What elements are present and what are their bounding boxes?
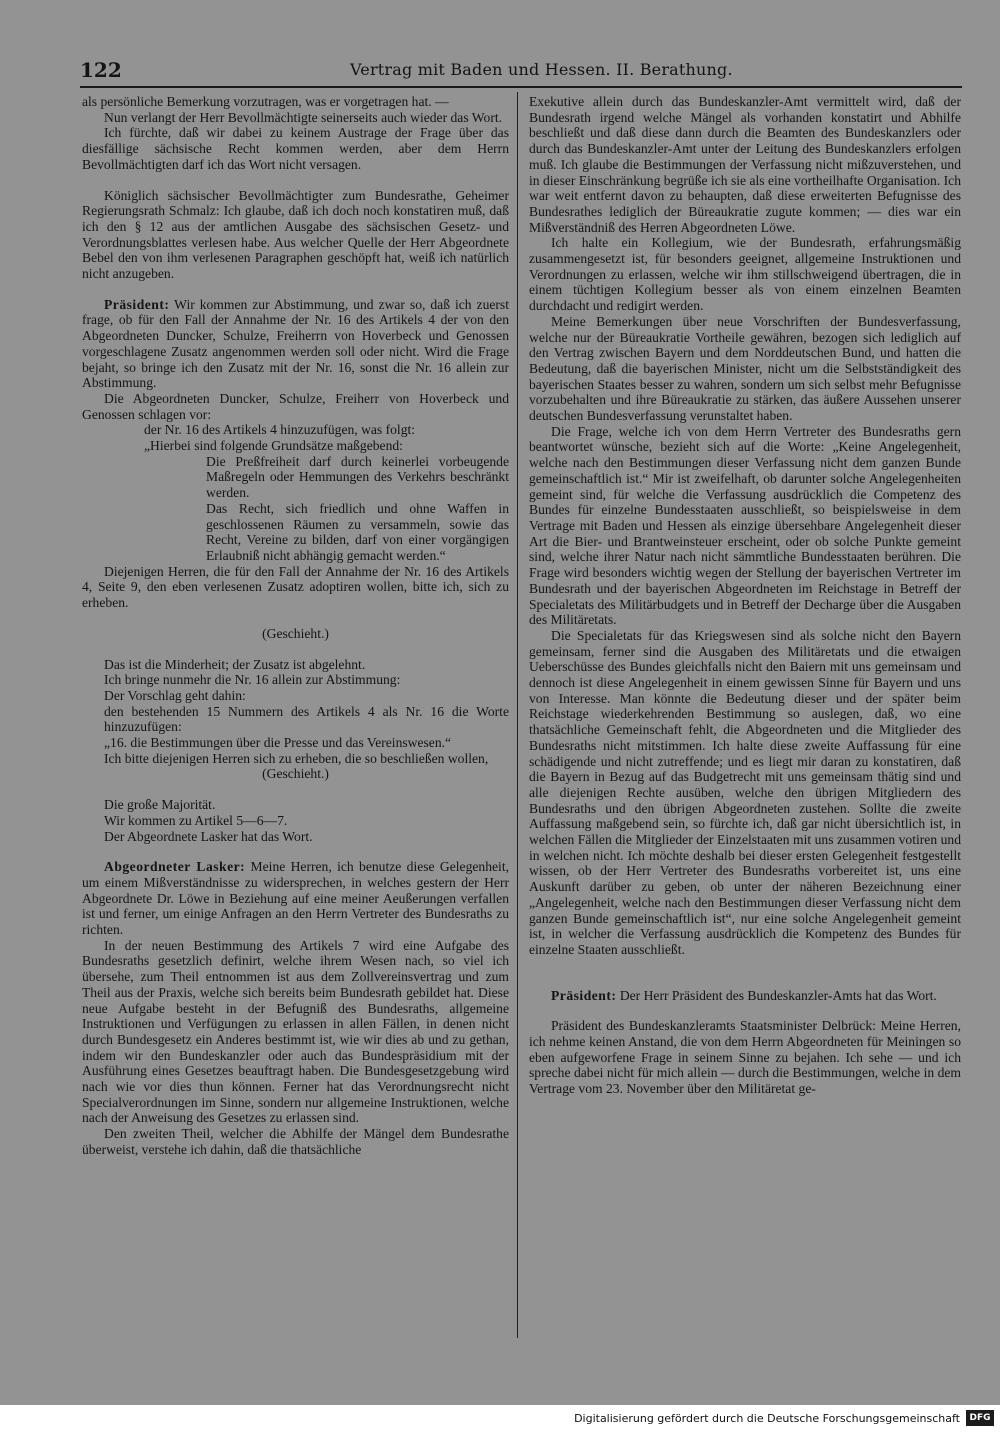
paragraph: [82, 188, 509, 282]
header-rule: [80, 86, 962, 88]
column-divider: [517, 92, 518, 1338]
dfg-logo: DFG: [966, 1410, 994, 1426]
paragraph-gap: [82, 173, 509, 188]
paragraph-text: „16. die Bestimmungen über die Presse und das Vereinswesen.“: [104, 735, 452, 751]
paragraph-text: Das ist die Minderheit; der Zusatz ist abgelehnt.: [104, 656, 366, 672]
paragraph-text: In der neuen Bestimmung des Artikels 7 wird eine Aufgabe des Bundesraths gesetzlich definirt, welche ihrem Wesen nach, so viel ich übersehe, zum Theil entnommen ist aus dem Zollvereinsvertrag und zum Theil aus der Praxis, welche sich bereits beim Bundesrath gebildet hat. Diese neue Aufgabe besteht in der Befugniß des Bundesraths, allgemeine Instruktionen und Verfügungen zu erlassen in allen Fällen, in denen nicht durch Bundesgesetz ein Anderes bestimmt ist, wie wir dies ab und zu gethan, indem wir den Bundeskanzler oder auch das Bundespräsidium mit der Ausführung eines Gesetzes beauftragt haben. Die Bundesgesetzgebung wird nach wie vor dies thun können. Ferner hat das Verordnungsrecht nicht Specialverordnungen im Sinne, sondern nur allgemeine Instruktionen, welche nach der Anweisung des Gesetzes zu erlassen sind.: [82, 937, 509, 1126]
paragraph-text: Die große Majorität.: [104, 797, 216, 813]
speaker-name: Präsident:: [551, 987, 617, 1003]
paragraph: [82, 94, 509, 110]
paragraph: [104, 735, 509, 751]
paragraph: [144, 422, 509, 438]
paragraph-text: Den zweiten Theil, welcher die Abhilfe der Mängel dem Bundesrathe überweist, verstehe ich dahin, daß die thatsächliche: [82, 1126, 509, 1157]
paragraph: [82, 813, 509, 829]
paragraph: [82, 688, 509, 704]
paragraph: [82, 564, 509, 611]
paragraph-text: Diejenigen Herren, die für den Fall der Annahme der Nr. 16 des Artikels 4, Seite 9, den eben verlesenen Zusatz adoptiren wollen, bitte ich, sich zu erheben.: [82, 563, 509, 611]
paragraph-text: Das Recht, sich friedlich und ohne Waffen in geschlossenen Räumen zu versammeln, sowie das Recht, Vereine zu bilden, darf von einer vorgängigen Erlaubniß nicht abhängig gemacht werden.“: [206, 500, 509, 563]
paragraph-text: Der Abgeordnete Lasker hat das Wort.: [104, 828, 313, 844]
paragraph-text: Wir kommen zu Artikel 5—6—7.: [104, 812, 288, 828]
page-number: 122: [80, 58, 122, 82]
paragraph: [82, 657, 509, 673]
paragraph-text: Ich fürchte, daß wir dabei zu keinem Austrage der Frage über das diesfällige sächsische Recht kommen werden, aber dem Herrn Bevollmächtigten darf ich das Wort nicht versagen.: [82, 125, 509, 172]
paragraph: [82, 829, 509, 845]
speaker-name: Präsident:: [104, 296, 170, 312]
paragraph: [82, 797, 509, 813]
paragraph-text: „Hierbei sind folgende Grundsätze maßgebend:: [144, 438, 403, 454]
paragraph: [529, 314, 961, 424]
paragraph-text: Die Specialetats für das Kriegswesen sind als solche nicht den Bayern gemeinsam, ferner sind die Ausgaben des Militäretats und die etwaigen Ueberschüsse des Bundes gleichfalls nicht den Baiern mit uns gemeinsam und dennoch ist diese Angelegenheit in einem gewissen Sinne für Bayern und uns von Interesse. Man könnte die Bedeutung dieser und der später beim Reichstage wiederkehrenden Bestimmung so auslegen, daß, wo eine thatsächliche Gemeinschaft fehlt, die Abgeordneten und die Mitglieder des Bundesraths nicht mitstimmen. Ich halte diese zweite Auffassung für eine schädigende und nicht zutreffende; und es liegt mir daran zu konstatiren, daß die Bayern in Bezug auf das Budgetrecht mit uns gemeinsam thätig sind und alle diejenigen Rechte ausüben, welche den übrigen Mitgliedern des Bundesraths und den übrigen Abgeordneten zustehen. Sollte die zweite Auffassung maßgebend sein, so fürchte ich, daß gar nicht übersichtlich ist, in welchen Fällen die Mitglieder der Einzelstaaten mit uns zusammen votiren und in welchen nicht. Ich möchte deshalb bei dieser ersten Gelegenheit festgestellt wissen, ob der Herr Vertreter des Bundesraths vorbereitet ist, uns eine Auskunft darüber zu geben, ob unter der näheren Bezeichnung einer „Angelegenheit, welche nach den Bestimmungen dieser Verfassung nicht dem ganzen Bunde gemeinschaftlich ist“, nur eine solche Angelegenheit gemeint ist, in welcher die Verfassung ausdrücklich die Kompetenz des Bundes für einzelne Staaten ausschließt.: [529, 627, 961, 957]
page-header: [80, 56, 960, 86]
paragraph-text: Die Abgeordneten Duncker, Schulze, Freiherr von Hoverbeck und Genossen schlagen vor:: [82, 390, 509, 422]
paragraph-gap: [529, 958, 961, 973]
paragraph-gap: [529, 973, 961, 988]
paragraph: [104, 704, 509, 735]
left-column: [82, 94, 509, 1344]
paragraph-text: der Nr. 16 des Artikels 4 hinzuzufügen, was folgt:: [144, 422, 416, 438]
paragraph: [529, 424, 961, 628]
speaker-name: Abgeordneter Lasker:: [104, 859, 246, 875]
paragraph-gap: [529, 1003, 961, 1018]
paragraph-text: Präsident des Bundeskanzleramts Staatsminister Delbrück: Meine Herren, ich nehme keinen Anstand, die von dem Herrn Abgeordneten für Meiningen so eben aufgeworfene Frage in seinem Sinne zu bejahen. Ich sehe — und ich spreche dabei nicht für mich allein — durch die Bestimmungen, welche in dem Vertrage vom 23. November über den Militäretat ge-: [529, 1018, 961, 1097]
paragraph-text: Ich halte ein Kollegium, wie der Bundesrath, erfahrungsmäßig zusammengesetzt ist, für besonders geeignet, allgemeine Instruktionen und Verordnungen zu erlassen, welche wir ihm stillschweigend übertragen, die in einem tüchtigen Kollegium besser als von einem einzelnen Beamten durchdacht und redigirt werden.: [529, 235, 961, 314]
paragraph-gap: [82, 611, 509, 626]
paragraph-text: Königlich sächsischer Bevollmächtigter zum Bundesrathe, Geheimer Regierungsrath Schmalz: Ich glaube, daß ich doch noch konstatiren muß, daß ich den § 12 aus der amtlichen Ausgabe des sächsischen Gesetz- und Verordnungsblattes verlesen habe. Aus welcher Quelle der Herr Abgeordnete Bebel den von ihm verlesenen Paragraphen geschöpft hat, weiß ich natürlich nicht anzugeben.: [82, 187, 509, 282]
paragraph: [206, 454, 509, 501]
paragraph: [529, 628, 961, 958]
paragraph-text: als persönliche Bemerkung vorzutragen, was er vorgetragen hat. —: [82, 94, 449, 109]
paragraph-text: Meine Herren, ich benutze diese Gelegenheit, um einem Mißverständnisse zu widersprechen, in welches gestern der Herr Abgeordnete Dr. Löwe in Beziehung auf eine meiner Aeußerungen verfallen ist und ferner, um einige Anfragen an den Herrn Vertreter des Bundesraths zu richten.: [82, 859, 509, 938]
paragraph-gap: [82, 642, 509, 657]
paragraph-text: Exekutive allein durch das Bundeskanzler-Amt vermittelt wird, daß der Bundesrath irgend welche Mängel als vorhanden konstatirt und Abhilfe beschließt und daß diese dann durch die Beamten des Bundeskanzlers oder durch das Bundeskanzler-Amt unter der Leitung des Bundeskanzlers erfolgen muß. Ich glaube die Bestimmungen der Verfassung nicht mißzuverstehen, und in dieser Einschränkung begrüße ich sie als eine vortheilhafte Organisation. Ich war weit entfernt davon zu behaupten, daß diese erweiterten Befugnisse des Bundesrathes lediglich der Büreaukratie zugute kommen; — dies war ein Mißverständniß des Herren Abgeordneten Löwe.: [529, 94, 961, 235]
paragraph-text: Der Vorschlag geht dahin:: [104, 687, 246, 703]
paragraph: [529, 1018, 961, 1097]
paragraph: [82, 938, 509, 1126]
paragraph: [529, 988, 961, 1004]
paragraph-text: den bestehenden 15 Nummern des Artikels 4 als Nr. 16 die Worte hinzuzufügen:: [104, 703, 509, 735]
paragraph-text: Ich bringe nunmehr die Nr. 16 allein zur Abstimmung:: [104, 672, 401, 688]
paragraph-text: Nun verlangt der Herr Bevollmächtigte seinerseits auch wieder das Wort.: [104, 109, 503, 125]
running-title: Vertrag mit Baden und Hessen. II. Berathung.: [350, 60, 733, 79]
paragraph: [82, 110, 509, 126]
paragraph-text: Die Preßfreiheit darf durch keinerlei vorbeugende Maßregeln oder Hemmungen des Verkehrs beschränkt werden.: [206, 453, 509, 501]
paragraph-gap: [82, 282, 509, 297]
paragraph-text: Der Herr Präsident des Bundeskanzler-Amts hat das Wort.: [619, 987, 937, 1003]
paragraph-text: Ich bitte diejenigen Herren sich zu erheben, die so beschließen wollen,: [104, 750, 489, 766]
paragraph-gap: [82, 844, 509, 859]
paragraph: [206, 501, 509, 564]
paragraph: [82, 751, 509, 767]
paragraph-gap: [82, 782, 509, 797]
paragraph: [82, 297, 509, 391]
paragraph: [82, 125, 509, 172]
paragraph: [82, 391, 509, 422]
paragraph-text: Meine Bemerkungen über neue Vorschriften der Bundesverfassung, welche nur der Büreaukratie Vortheile gewähren, bezogen sich lediglich auf den Vertrag zwischen Bayern und dem Norddeutschen Bund, und hatten die Bedeutung, daß die bayerischen Minister, nicht um die Selbstständigkeit des bayerischen Staates besser zu wahren, sondern um sich selbst mehr Befugnisse vorzubehalten und ihre Büreaukratie zu stärken, das äußere Aussehen unserer deutschen Bundesverfassung verunstaltet haben.: [529, 313, 961, 424]
paragraph: [82, 859, 509, 938]
paragraph-text: Wir kommen zur Abstimmung, und zwar so, daß ich zuerst frage, ob für den Fall der Annahme der Nr. 16 des Artikels 4 der von den Abgeordneten Duncker, Schulze, Freiherrn von Hoverbeck und Genossen vorgeschlagene Zusatz angenommen werden soll oder nicht. Wird die Frage bejaht, so bringe ich den Zusatz mit der Nr. 16, sonst die Nr. 16 allein zur Abstimmung.: [82, 296, 509, 391]
paragraph: [82, 1126, 509, 1157]
paragraph: [82, 766, 509, 782]
paragraph: [82, 626, 509, 642]
funding-note: Digitalisierung gefördert durch die Deutsche Forschungsgemeinschaft: [574, 1412, 960, 1425]
paragraph: [529, 94, 961, 235]
paragraph: [82, 672, 509, 688]
paragraph: [144, 438, 509, 454]
right-column: [529, 94, 961, 1344]
paragraph-text: Die Frage, welche ich von dem Herrn Vertreter des Bundesraths gern beantwortet wünsche, bezieht sich auf die Worte: „Keine Angelegenheit, welche nach den Bestimmungen dieser Verfassung nicht dem ganzen Bunde gemeinschaftlich ist.“ Mir ist zweifelhaft, ob darunter solche Angelegenheiten gemeint sind, für welche die Verfassung ausdrücklich die Competenz des Bundes für einzelne Bundesstaaten ausschließt, so beispielsweise in dem Vertrage mit Baden und Hessen als einzige übersehbare Angelegenheit dieser Art die Bier- und Brantweinsteuer erscheint, oder ob solche Punkte gemeint sind, welche ihrer Natur nach nicht sämmtliche Bundesstaaten berühren. Die Frage wird besonders wichtig wegen der Stellung der bayerischen Vertreter im Bundesrath und der bayerischen Abgeordneten im Reichstage in Betreff der Specialetats des Militärbudgets und in Betreff der Decharge über die Ausgaben des Militäretats.: [529, 423, 961, 628]
paragraph-text: (Geschieht.): [262, 766, 329, 782]
footer-bar: [0, 1405, 1000, 1432]
paragraph-text: (Geschieht.): [262, 625, 329, 641]
paragraph: [529, 235, 961, 314]
